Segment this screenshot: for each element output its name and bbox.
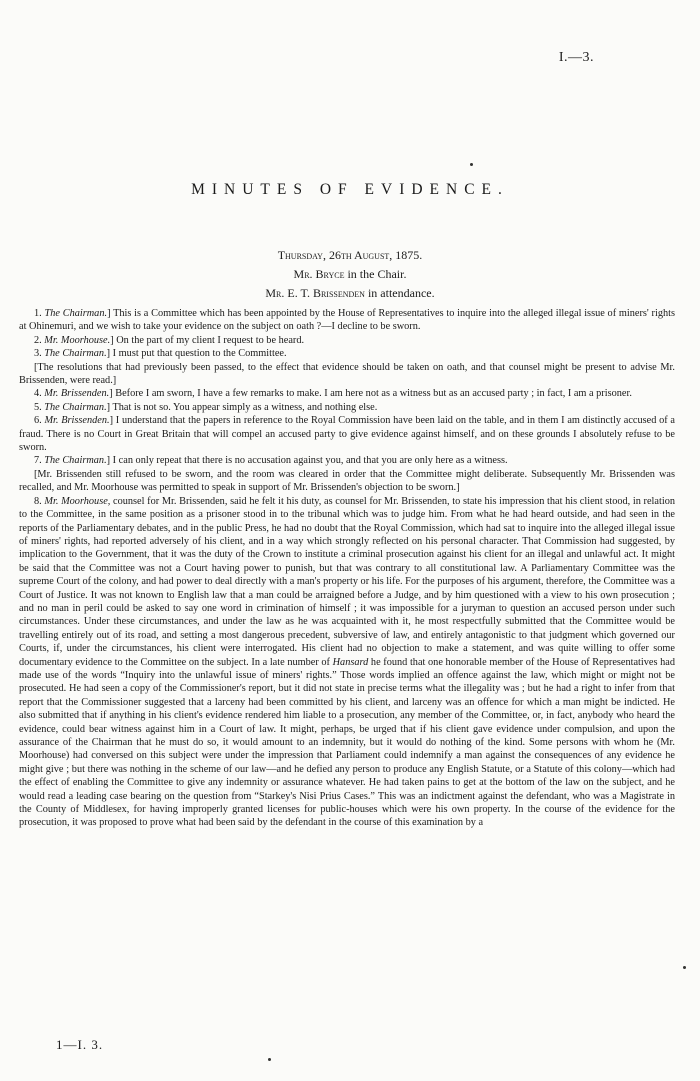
attendance-line bbox=[0, 286, 700, 301]
evidence-paragraph: 7. The Chairman.] I can only repeat that there is no accusation against you, and that you are only here as a witness. bbox=[34, 455, 508, 467]
publication-title: Hansard bbox=[332, 656, 369, 668]
speaker: Mr. Moorhouse, bbox=[44, 495, 111, 507]
attendance-suffix: in attendance. bbox=[364, 286, 435, 300]
evidence-paragraph: 1. The Chairman.] This is a Committee which has been appointed by the House of Representatives to inquire into the alleged illegal issue of miners' rights at Ohinemuri, and we wish to take your evidence on the subject on oath ?—I decline to be sworn. bbox=[19, 308, 675, 333]
chair-line bbox=[0, 267, 700, 282]
margin-mark bbox=[268, 1058, 271, 1061]
speaker: The Chairman. bbox=[44, 401, 107, 413]
page-title: MINUTES OF EVIDENCE. bbox=[191, 181, 509, 198]
margin-mark bbox=[470, 163, 473, 166]
speaker: The Chairman. bbox=[44, 308, 108, 319]
evidence-paragraph: 3. The Chairman.] I must put that question to the Committee. bbox=[34, 348, 287, 360]
evidence-paragraph: 8. Mr. Moorhouse, counsel for Mr. Brissenden, said he felt it his duty, as counsel for Mr. Brissenden, to state his impression that his client stood, in relation to the Committee, in the same position as a prisoner stood in to the tribunal which was to judge him. From what he had heard outside, and had seen in the reports of the Parliamentary debates, and in the public Press, he had no doubt that the Royal Commission, which had sat to inquire into the alleged illegal issue of miners' rights, had reported adversely of his client, and in a way which strongly reflected on his personal character. That Commission had suggested, by implication to the Government, that it was the duty of the Crown to institute a criminal prosecution against his client for an illegal and unlawful act. It might be said that the Committee was not a Court having power to punish, but that was contrary to all constitutional law. A Parliamentary Committee was the supreme Court of the colony, and had power to deal directly with a man's property or his life. For the purposes of his argument, therefore, the Committee was a Court of Justice. It was not known to English law that a man could be arraigned before a Judge, and by him questioned with a view to his own prosecution ; and no man in peril could be asked to say one word in crimination of himself ; it was impossible for a juryman to question an accused person under such circumstances. Under these circumstances, and under the law as he was acquainted with it, he most respectfully submitted that the Committee would be travelling entirely out of its road, and setting a most dangerous precedent, subversive of law, and entirely antagonistic to that judgment which governed our Courts, if, under the circumstances, his client were interrogated. His client had no objection to make a statement, and was quite willing to offer some documentary evidence to the Committee on the subject. In a late number of Hansard he found that one honorable member of the House of Representatives had made use of the words “Inquiry into the unlawful issue of miners' rights.” Those words implied an offence against the law, which might or might not be prosecuted. He had seen a copy of the Commissioner's report, but it did not state in precise terms what the illegality was ; but he had a right to infer from that report that the Commissioner suggested that a larceny had been committed by his client, and larceny was an offence for which a man might be indicted. He also submitted that if anything in his client's evidence rendered him liable to a prosecution, any member of the Committee, or, in fact, anybody who heard the evidence, could bear witness against him in a Court of law. It might, perhaps, be urged that if his client gave evidence under compulsion, and upon the assurance of the Chairman that he must do so, it would amount to an indemnity, but it would do nothing of the kind. Some persons with whom he (Mr. Moorhouse) had conversed on this subject were under the impression that Parliament could indemnify a man against the consequences of any evidence he might give ; but there was nothing in the scheme of our law—and he defied any person to produce any English Statute, or a Statute of this colony—which had the effect of enabling the Committee to give any indemnity or assurance whatever. He had taken pains to get at the bottom of the law on the subject, and he would read a leading case bearing on the question from “Starkey's Nisi Prius Cases.” This was an indictment against the defendant, who was a Magistrate in the County of Middlesex, for having improperly granted licenses for public-houses which were his own property. In the course of the evidence for the prosecution, it was proposed to prove what had been said by the defendant in the course of this examination by a bbox=[19, 495, 676, 829]
evidence-paragraph: 4. Mr. Brissenden.] Before I am sworn, I have a few remarks to make. I am here not as a witness but as an accused party ; in fact, I am a prisoner. bbox=[34, 388, 632, 400]
speaker: The Chairman. bbox=[44, 348, 107, 360]
speaker: Mr. Brissenden. bbox=[44, 388, 110, 400]
speaker: The Chairman. bbox=[44, 455, 107, 467]
procedural-note: [Mr. Brissenden still refused to be sworn, and the room was cleared in order that the Committee might deliberate. Subsequently Mr. Brissenden was recalled, and Mr. Moorhouse was permitted to speak in support of Mr. Brissenden's objection to be sworn.] bbox=[19, 468, 675, 494]
printer-signature: 1—I. 3. bbox=[56, 1037, 104, 1052]
chair-suffix: in the Chair. bbox=[344, 267, 407, 281]
chair-name: Mr. Bryce bbox=[293, 267, 345, 281]
evidence-body bbox=[19, 307, 675, 830]
speaker: Mr. Brissenden. bbox=[44, 415, 110, 427]
procedural-note: [The resolutions that had previously been passed, to the effect that evidence should be taken on oath, and that counsel might be present to advise Mr. Brissenden, were read.] bbox=[19, 361, 675, 387]
page-reference: I.—3. bbox=[558, 50, 594, 65]
evidence-paragraph: 6. Mr. Brissenden.] I understand that the papers in reference to the Royal Commission have been laid on the table, and in them I am distinctly accused of a fraud. There is no Court in Great Britain that will compel an accused party to give evidence against himself, and on these grounds I absolutely refuse to be sworn. bbox=[19, 415, 675, 454]
session-date: Thursday, 26th August, 1875. bbox=[277, 248, 423, 262]
evidence-paragraph: 2. Mr. Moorhouse.] On the part of my client I request to be heard. bbox=[34, 334, 305, 346]
speaker: Mr. Moorhouse. bbox=[44, 334, 111, 346]
evidence-paragraph: 5. The Chairman.] That is not so. You appear simply as a witness, and nothing else. bbox=[34, 401, 378, 413]
margin-mark bbox=[683, 966, 686, 969]
attendee-name: Mr. E. T. Brissenden bbox=[265, 286, 365, 300]
